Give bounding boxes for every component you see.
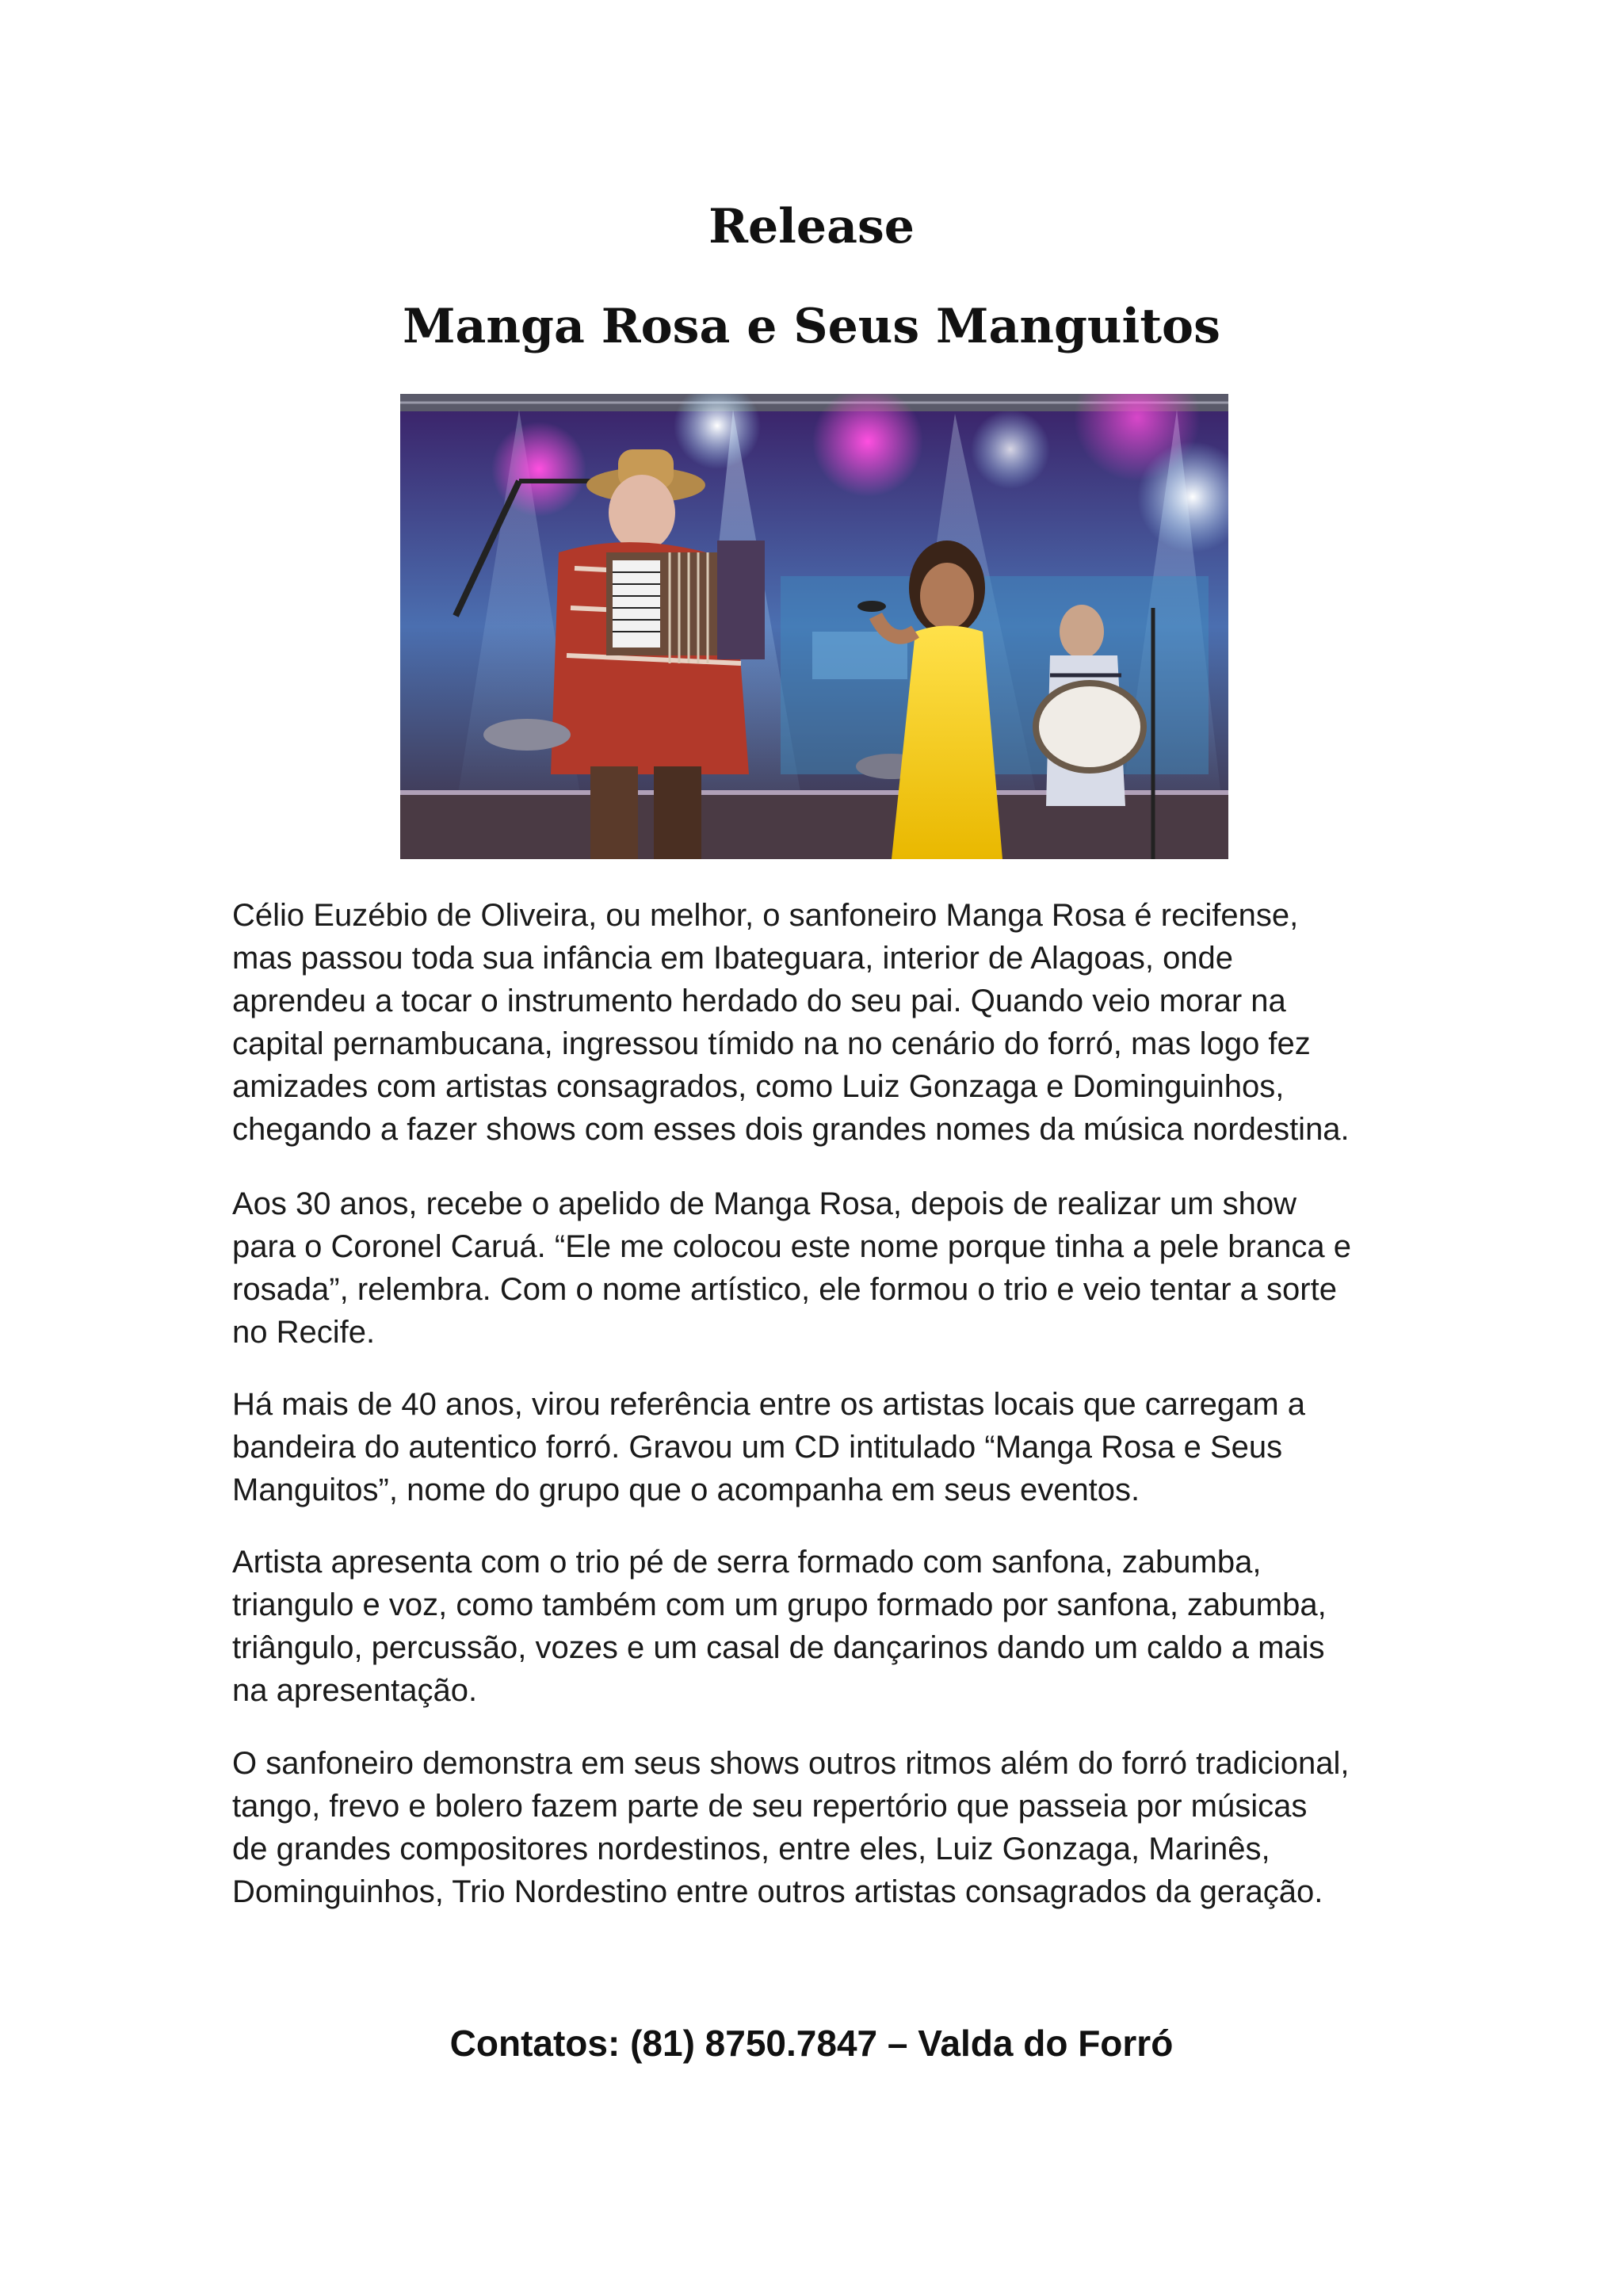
paragraph-line: Aos 30 anos, recebe o apelido de Manga Rosa, depois de realizar um show xyxy=(232,1186,1297,1221)
paragraph-line: rosada”, relembra. Com o nome artístico, ele formou o trio e veio tentar a sorte xyxy=(232,1272,1337,1307)
paragraph-4 xyxy=(232,1541,1405,1712)
paragraph-line: na apresentação. xyxy=(232,1673,478,1708)
paragraph-line: de grandes compositores nordestinos, entre eles, Luiz Gonzaga, Marinês, xyxy=(232,1832,1270,1866)
paragraph-line: tango, frevo e bolero fazem parte de seu repertório que passeia por músicas xyxy=(232,1789,1308,1824)
paragraph-line: capital pernambucana, ingressou tímido na no cenário do forró, mas logo fez xyxy=(232,1026,1311,1061)
paragraph-line: no Recife. xyxy=(232,1315,376,1350)
paragraph-line: chegando a fazer shows com esses dois grandes nomes da música nordestina. xyxy=(232,1112,1350,1147)
paragraph-line: mas passou toda sua infância em Ibateguara, interior de Alagoas, onde xyxy=(232,941,1234,976)
paragraph-line: Artista apresenta com o trio pé de serra formado com sanfona, zabumba, xyxy=(232,1545,1262,1580)
paragraph-line: triângulo, percussão, vozes e um casal de dançarinos dando um caldo a mais xyxy=(232,1630,1325,1665)
paragraph-line: Há mais de 40 anos, virou referência entre os artistas locais que carregam a xyxy=(232,1387,1306,1422)
paragraph-line: para o Coronel Caruá. “Ele me colocou este nome porque tinha a pele branca e xyxy=(232,1229,1351,1264)
paragraph-line: Célio Euzébio de Oliveira, ou melhor, o sanfoneiro Manga Rosa é recifense, xyxy=(232,898,1299,933)
paragraph-line: aprendeu a tocar o instrumento herdado do seu pai. Quando veio morar na xyxy=(232,984,1286,1018)
paragraph-line: bandeira do autentico forró. Gravou um CD intitulado “Manga Rosa e Seus xyxy=(232,1430,1283,1465)
contact-line: Contatos: (81) 8750.7847 – Valda do Forró xyxy=(449,2023,1174,2064)
paragraph-line: Manguitos”, nome do grupo que o acompanha em seus eventos. xyxy=(232,1473,1140,1507)
paragraph-line: O sanfoneiro demonstra em seus shows outros ritmos além do forró tradicional, xyxy=(232,1746,1350,1781)
paragraph-5 xyxy=(232,1742,1405,1913)
paragraph-line: amizades com artistas consagrados, como Luiz Gonzaga e Dominguinhos, xyxy=(232,1069,1285,1104)
paragraph-2 xyxy=(232,1182,1405,1354)
paragraph-3 xyxy=(232,1383,1405,1511)
paragraph-line: Dominguinhos, Trio Nordestino entre outros artistas consagrados da geração. xyxy=(232,1874,1323,1909)
paragraph-line: triangulo e voz, como também com um grupo formado por sanfona, zabumba, xyxy=(232,1587,1327,1622)
stage-photo xyxy=(400,394,1228,859)
paragraph-1 xyxy=(232,894,1405,1151)
page-title: Release xyxy=(708,199,915,254)
page-subtitle: Manga Rosa e Seus Manguitos xyxy=(403,299,1220,354)
